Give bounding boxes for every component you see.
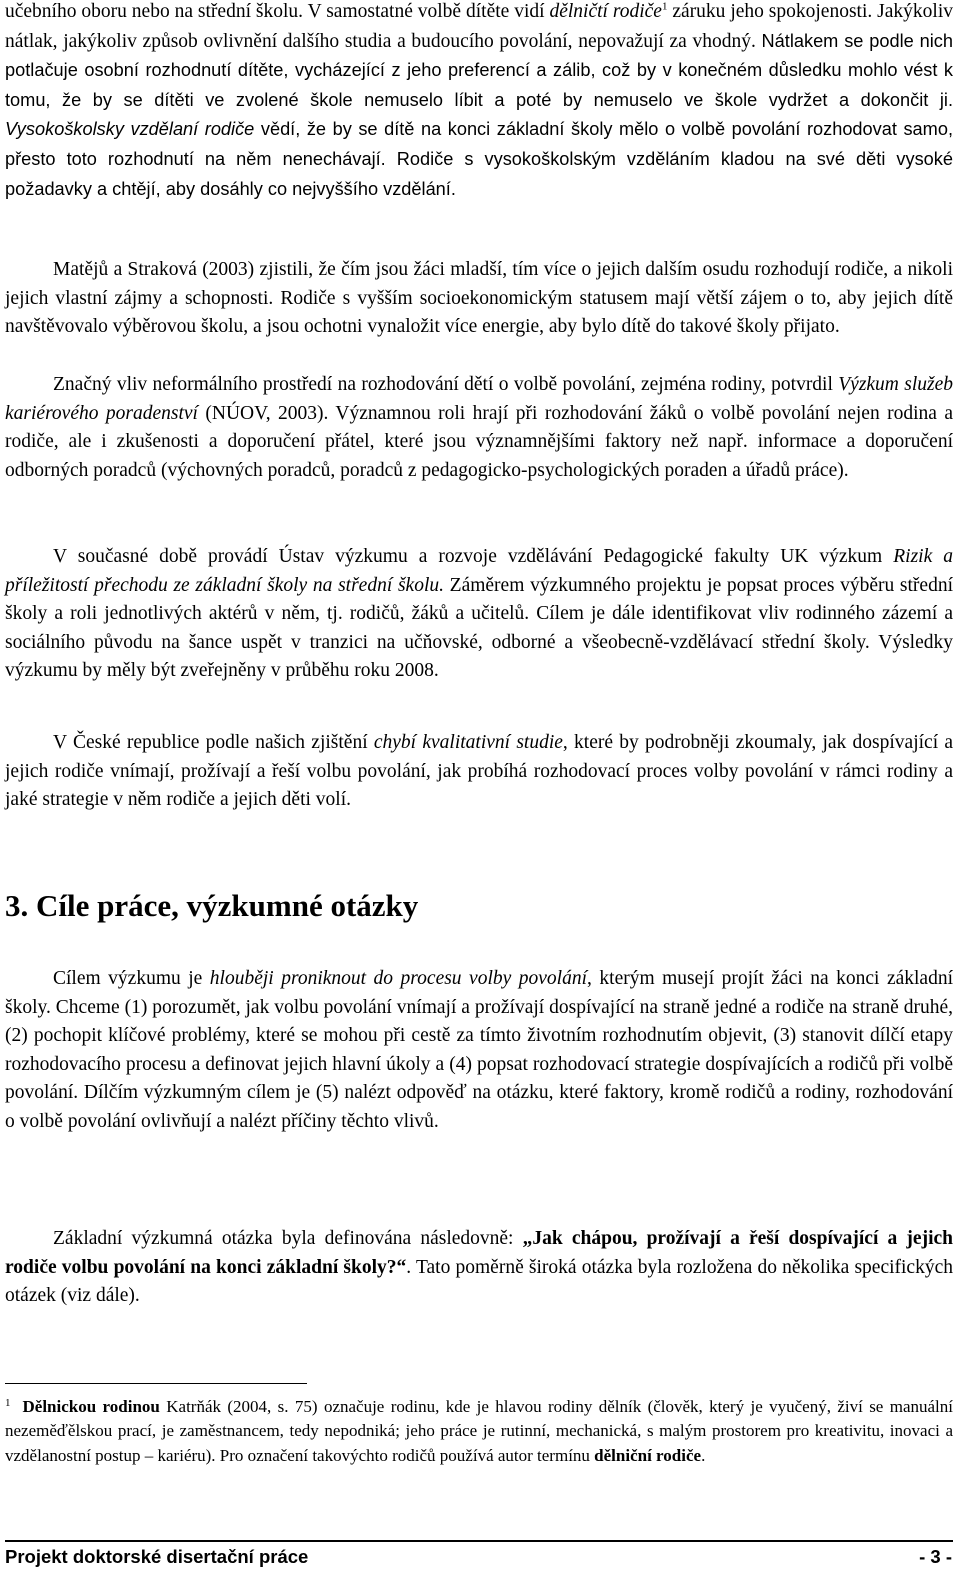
p3-italic-title: Výzkum služeb kariérového poradenství: [5, 374, 953, 424]
p1-text-a: učebního oboru nebo na střední školu. V samostatné volbě dítěte vidí: [5, 1, 550, 22]
p5-text-c: , které by podrobněji zkoumaly, jak dospívající a jejich rodiče vnímají, prožívají a řeší volbu povolání, jak probíhá rozhodovací proces volby povolání v rámci rodiny a jaké strategie v něm rodiče a jejich děti volí.: [5, 732, 954, 811]
footnote-separator: [5, 1383, 307, 1384]
p1-text-g: Rodiče s vysokoškolským vzděláním kladou na své děti vysoké požadavky a chtějí, aby dosáhly co nejvyššího vzdělání.: [5, 148, 953, 199]
paragraph-3: [5, 371, 953, 485]
p7-text-a: Základní výzkumná otázka byla definována následovně:: [53, 1228, 523, 1249]
p1-text-f: vědí, že by se dítě na konci základní školy mělo o volbě povolání rozhodovat samo, přesto toto rozhodnutí na něm nenechávají.: [5, 119, 953, 169]
p1-text-c: záruku jeho spokojenosti. Jakýkoliv nátlak, jakýkoliv způsob ovlivnění dalšího studia a budoucího povolání, nepovažují za vhodný.: [5, 1, 953, 52]
p5-italic: chybí kvalitativní studie: [373, 732, 563, 753]
p4-text-c: Záměrem výzkumného projektu je popsat proces výběru střední školy a roli jednotlivých aktérů v něm, tj. rodičů, žáků a učitelů. Cílem je dále identifikovat vliv rodinného zázemí a sociálního původu na šance uspět v tranzici na učňovské, odborné a všeobecně-vzdělávací střední školy. Výsledky výzkumu by měly být zveřejněny v průběhu roku 2008.: [5, 574, 953, 682]
p1-italic-vs-rodice: Vysokoškolsky vzdělaní rodiče: [5, 119, 255, 140]
p2-text: Matějů a Straková (2003) zjistili, že čím jsou žáci mladší, tím více o jejich dalším osudu rozhodují rodiče, a nikoli jejich vlastní zájmy a schopnosti. Rodiče s vyšším socioekonomickým statusem mají větší zájem o to, aby jejich dítě navštěvovalo výběrovou školu, a jsou ochotni vynaložit více energie, aby bylo dítě do takové školy přijato.: [5, 259, 953, 338]
p3-text-c: (NÚOV, 2003). Významnou roli hrají při rozhodování žáků o volbě povolání nejen rodina a rodiče, ale i zkušenosti a doporučení přátel, které jsou významnějšími faktory než např. informace a doporučení odborných poradců (výchovných poradců, poradců z pedagogicko-psychologických poraden a úřadů práce).: [5, 402, 953, 481]
paragraph-4: [5, 543, 953, 686]
paragraph-1: [5, 0, 953, 204]
footnote-text-d: .: [701, 1445, 706, 1465]
paragraph-6: [5, 965, 953, 1137]
section-heading: 3. Cíle práce, výzkumné otázky: [5, 888, 419, 923]
page-number: - 3 -: [919, 1546, 952, 1567]
footnote-bold-term-2: dělniční rodiče: [594, 1445, 702, 1465]
p3-text-a: Značný vliv neformálního prostředí na rozhodování dětí o volbě povolání, zejména rodiny, potvrdil: [53, 374, 839, 395]
paragraph-7: [5, 1225, 953, 1311]
p5-text-a: V České republice podle našich zjištění: [53, 732, 374, 753]
p7-bold-question: „Jak chápou, prožívají a řeší dospívající a jejich rodiče volbu povolání na konci základní školy?“: [5, 1228, 953, 1278]
footnote-ref-1: 1: [661, 0, 668, 13]
p1-text-d: Nátlakem se podle nich potlačuje osobní rozhodnutí dítěte, vycházející z jeho preferencí a zálib, což by v konečném důsledku mohlo vést k tomu, že by se dítěti ve zvolené škole nemuselo líbit a poté by nemuselo ve škole vydržet a dokončit ji.: [5, 30, 953, 110]
paragraph-5: [5, 729, 953, 815]
p6-italic: hlouběji proniknout do procesu volby povolání: [209, 968, 588, 989]
footer-title: Projekt doktorské disertační práce: [5, 1546, 309, 1567]
p1-italic-delnicti-rodice: dělničtí rodiče: [549, 1, 662, 22]
p6-text-c: , kterým musejí projít žáci na konci základní školy. Chceme (1) porozumět, jak volbu povolání vnímají a prožívají dospívající na straně jedné a rodiče na straně druhé, (2) pochopit klíčové problémy, které se mohou při cestě za tímto životním rozhodnutím objevit, (3) stanovit dílčí etapy rozhodovacího procesu a definovat jejich hlavní úkoly a (4) popsat rozhodovací strategie dospívajících a rodičů při volbě povolání. Dílčím výzkumným cílem je (5) nalézt odpověď na otázku, které faktory, kromě rodičů a rodiny, rozhodování o volbě povolání ovlivňují a nalézt příčiny těchto vlivů.: [5, 968, 954, 1132]
p4-text-a: V současné době provádí Ústav výzkumu a rozvoje vzdělávání Pedagogické fakulty UK výzkum: [53, 546, 894, 567]
p4-italic-title: Rizik a příležitostí přechodu ze základní školy na střední školu.: [5, 546, 953, 596]
footnote: [5, 1395, 953, 1468]
footnote-text-b: Katrňák (2004, s. 75) označuje rodinu, kde je hlavou rodiny dělník (člověk, který je vyučený, živí se manuální nezeměďělskou prací, je zaměstnancem, tedy nepodniká; jeho práce je rutinní, mechanická, s malým prostorem pro kreativitu, inovaci a vzdělanostní postup – kariéru). Pro označení takovýchto rodičů používá autor termínu: [5, 1397, 953, 1465]
p7-text-c: . Tato poměrně široká otázka byla rozložena do několika specifických otázek (viz dále).: [5, 1256, 953, 1307]
footnote-bold-term: Dělnickou rodinou: [22, 1397, 160, 1416]
footer-separator: [5, 1540, 953, 1542]
p6-text-a: Cílem výzkumu je: [53, 968, 210, 989]
paragraph-2: [5, 256, 953, 342]
footnote-number: 1: [5, 1397, 11, 1409]
